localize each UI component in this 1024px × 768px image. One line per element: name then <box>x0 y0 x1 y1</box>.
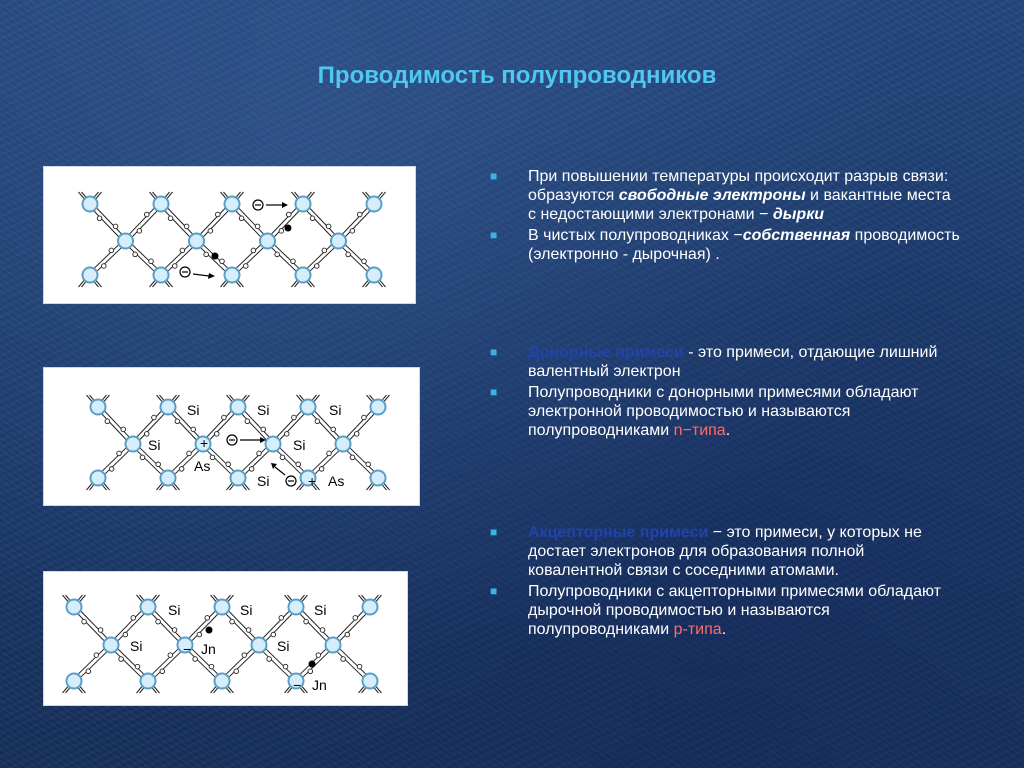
si-label: Si <box>293 437 306 453</box>
si-label: Si <box>130 638 143 654</box>
si-label: Si <box>257 402 270 418</box>
bullet-item: ■ Полупроводники с донорными примесями обладают электронной проводимостью и называются полупроводниками n−типа. <box>490 384 919 439</box>
p-type-term: p-типа <box>673 621 722 638</box>
minus-sign: − <box>183 641 192 657</box>
acceptor-impurities-text <box>490 523 960 641</box>
n-type-term: n−типа <box>673 422 726 439</box>
square-bullet-icon: ■ <box>490 228 498 242</box>
bullet-item: ■ Акцепторные примеси − это примеси, у которых не достает электронов для образования полной ковалентной связи с соседними атомами. <box>490 524 922 579</box>
donor-lattice-diagram <box>44 368 419 505</box>
donor-impurities-text <box>490 343 960 442</box>
electron-dot <box>206 627 213 634</box>
si-label: Si <box>187 402 200 418</box>
bullet-item: ■ Полупроводники с акцепторными примесями обладают дырочной проводимостью и называются полупроводниками p-типа. <box>490 583 941 638</box>
electron-dot <box>309 661 316 668</box>
plus-sign: + <box>308 473 317 489</box>
plus-sign: + <box>200 435 209 451</box>
square-bullet-icon: ■ <box>490 584 498 598</box>
electron-arrow <box>227 435 266 445</box>
electron-arrow <box>271 463 296 486</box>
acceptor-lattice-diagram <box>44 572 407 705</box>
free-electron-marker <box>253 200 288 210</box>
si-label: Si <box>168 602 181 618</box>
si-label: Si <box>148 437 161 453</box>
si-label: Si <box>329 402 342 418</box>
slide-title: Проводимость полупроводников <box>317 62 717 89</box>
si-label: Si <box>257 473 270 489</box>
donor-term: Донорные примеси <box>528 344 684 361</box>
square-bullet-icon: ■ <box>490 525 498 539</box>
acceptor-term: Акцепторные примеси <box>528 524 709 541</box>
bullet-item: ■ При повышении температуры происходит разрыв связи: образуются свободные электроны и вакантные места с недостающими электронами − дырки <box>490 168 951 223</box>
square-bullet-icon: ■ <box>490 169 498 183</box>
jn-label: Jn <box>201 641 216 657</box>
as-label: As <box>328 473 345 489</box>
si-label: Si <box>240 602 253 618</box>
intrinsic-lattice-diagram <box>44 167 415 303</box>
si-label: Si <box>314 602 327 618</box>
intrinsic-conductivity-text <box>490 167 960 266</box>
square-bullet-icon: ■ <box>490 385 498 399</box>
bullet-item: ■ В чистых полупроводниках −собственная проводимость (электронно - дырочная) . <box>490 227 960 263</box>
square-bullet-icon: ■ <box>490 345 498 359</box>
electron-dot <box>212 253 219 260</box>
as-label: As <box>194 458 211 474</box>
minus-sign: − <box>293 677 302 693</box>
bullet-item: ■ Донорные примеси - это примеси, отдающие лишний валентный электрон <box>490 344 938 380</box>
si-label: Si <box>277 638 290 654</box>
jn-label: Jn <box>312 677 327 693</box>
hole-marker <box>180 267 215 279</box>
electron-dot <box>285 225 292 232</box>
